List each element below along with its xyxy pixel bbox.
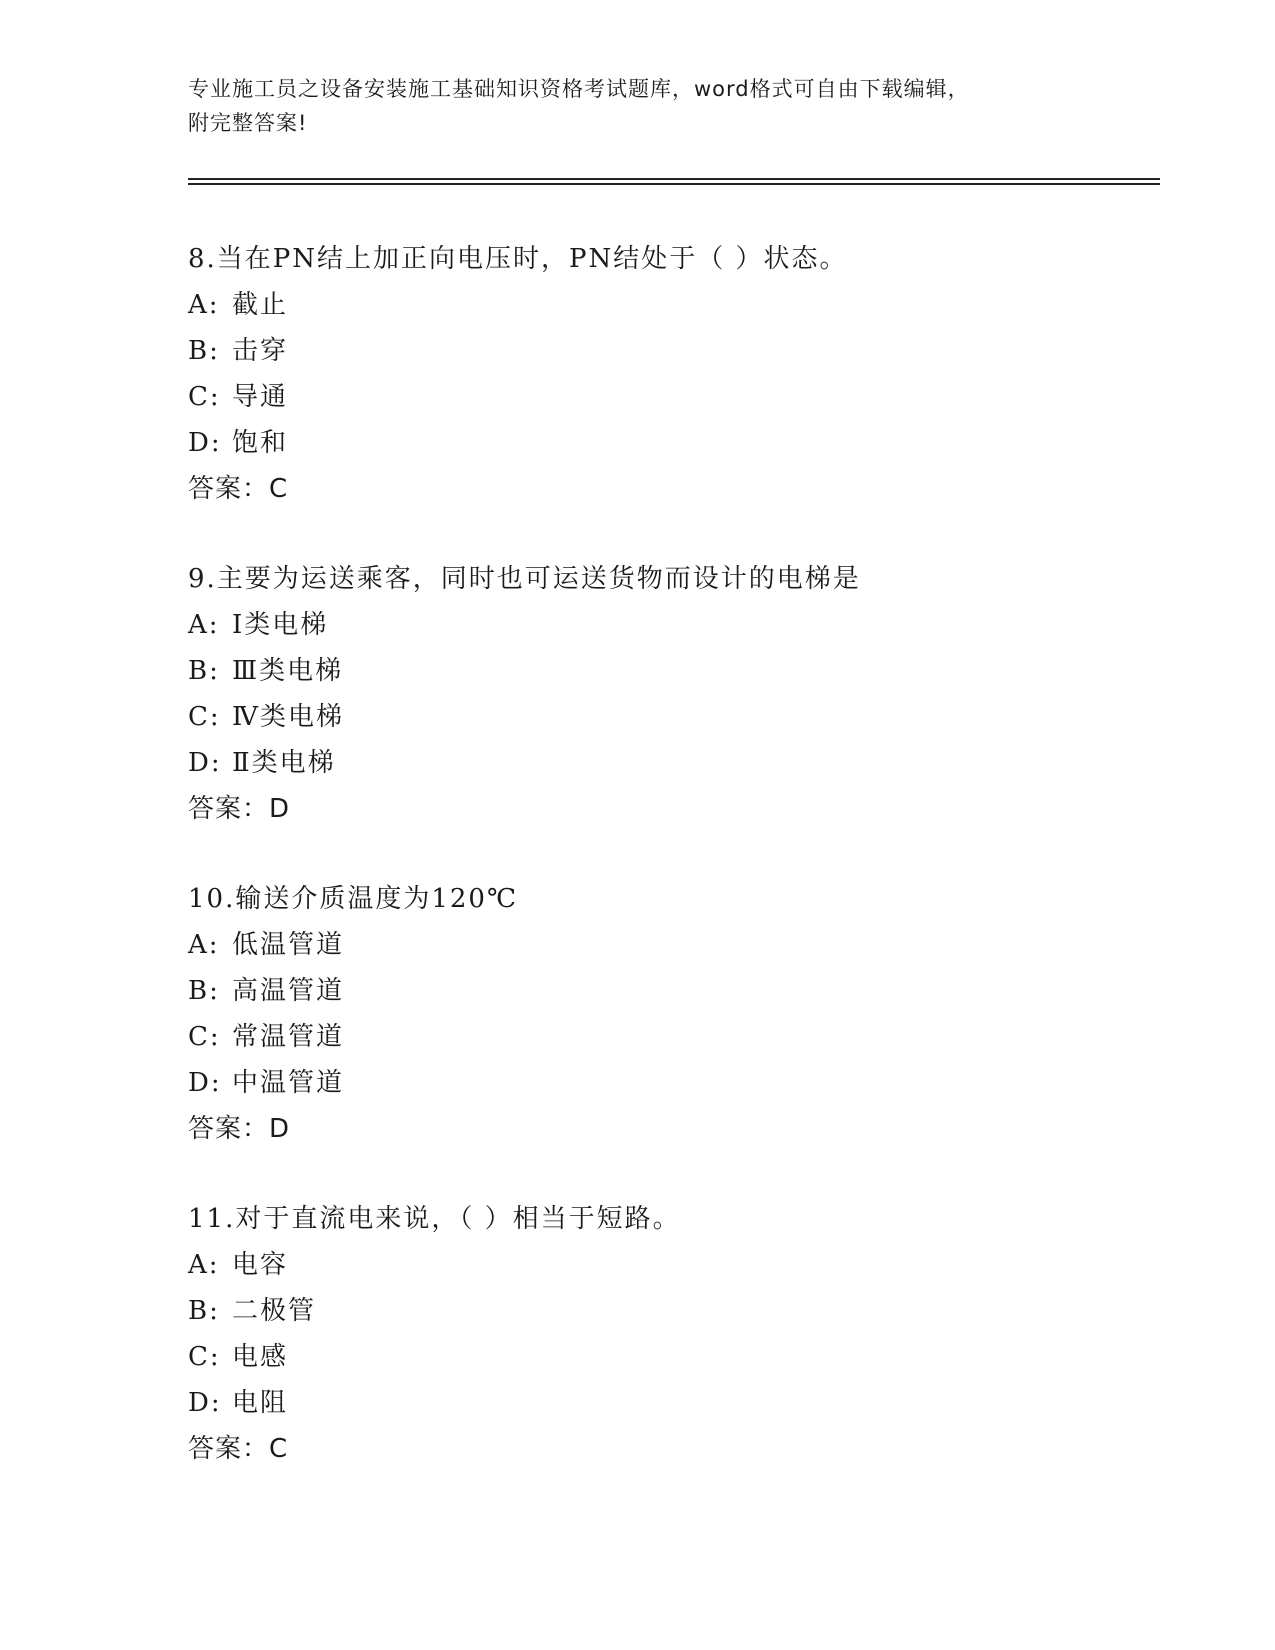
- option-b: [188, 648, 1168, 694]
- option-letter: B:: [188, 976, 220, 1006]
- option-letter: C:: [188, 1342, 221, 1372]
- option-text: 电阻: [232, 1388, 289, 1418]
- option-c: [188, 374, 1168, 420]
- option-letter: D:: [188, 748, 222, 778]
- option-text: 电感: [232, 1342, 289, 1372]
- document-header: [188, 72, 1088, 140]
- option-letter: A:: [188, 610, 220, 640]
- answer-line: 答案：D: [188, 794, 291, 824]
- option-letter: B:: [188, 336, 220, 366]
- option-c: [188, 1334, 1168, 1380]
- option-letter: C:: [188, 382, 221, 412]
- answer-line: 答案：C: [188, 474, 289, 504]
- option-d: [188, 1380, 1168, 1426]
- header-divider-bottom: [188, 183, 1160, 185]
- option-a: [188, 602, 1168, 648]
- option-letter: D:: [188, 1068, 222, 1098]
- option-text: 二极管: [232, 1296, 317, 1326]
- option-c: [188, 694, 1168, 740]
- option-letter: D:: [188, 428, 222, 458]
- option-text: 截止: [232, 290, 289, 320]
- option-text: Ⅲ类电梯: [232, 656, 344, 686]
- option-b: [188, 1288, 1168, 1334]
- option-letter: B:: [188, 656, 220, 686]
- question-11: [188, 1196, 1168, 1472]
- option-b: [188, 968, 1168, 1014]
- option-text: 中温管道: [232, 1068, 345, 1098]
- option-text: Ⅱ类电梯: [232, 748, 336, 778]
- question-stem: 8.当在PN结上加正向电压时，PN结处于（ ）状态。: [188, 244, 848, 274]
- option-text: Ⅰ类电梯: [232, 610, 329, 640]
- option-letter: C:: [188, 1022, 221, 1052]
- option-c: [188, 1014, 1168, 1060]
- option-text: 击穿: [232, 336, 289, 366]
- question-stem: 11.对于直流电来说，（ ）相当于短路。: [188, 1204, 681, 1234]
- option-letter: A:: [188, 290, 220, 320]
- option-d: [188, 740, 1168, 786]
- option-a: [188, 922, 1168, 968]
- question-10: [188, 876, 1168, 1152]
- option-b: [188, 328, 1168, 374]
- option-letter: D:: [188, 1388, 222, 1418]
- header-line-2: 附完整答案!: [188, 111, 308, 135]
- question-9: [188, 556, 1168, 832]
- option-letter: A:: [188, 1250, 220, 1280]
- option-text: 导通: [232, 382, 289, 412]
- option-a: [188, 282, 1168, 328]
- option-text: Ⅳ类电梯: [232, 702, 344, 732]
- question-stem: 9.主要为运送乘客，同时也可运送货物而设计的电梯是: [188, 564, 861, 594]
- option-a: [188, 1242, 1168, 1288]
- option-text: 电容: [232, 1250, 289, 1280]
- option-text: 低温管道: [232, 930, 345, 960]
- option-letter: A:: [188, 930, 220, 960]
- option-text: 高温管道: [232, 976, 345, 1006]
- option-letter: C:: [188, 702, 221, 732]
- answer-line: 答案：C: [188, 1434, 289, 1464]
- header-line-1: 专业施工员之设备安装施工基础知识资格考试题库，word格式可自由下载编辑，: [188, 77, 970, 101]
- option-text: 常温管道: [232, 1022, 345, 1052]
- option-d: [188, 1060, 1168, 1106]
- answer-line: 答案：D: [188, 1114, 291, 1144]
- question-8: [188, 236, 1168, 512]
- option-text: 饱和: [232, 428, 289, 458]
- option-d: [188, 420, 1168, 466]
- question-stem: 10.输送介质温度为120℃: [188, 884, 519, 914]
- header-divider-top: [188, 178, 1160, 180]
- option-letter: B:: [188, 1296, 220, 1326]
